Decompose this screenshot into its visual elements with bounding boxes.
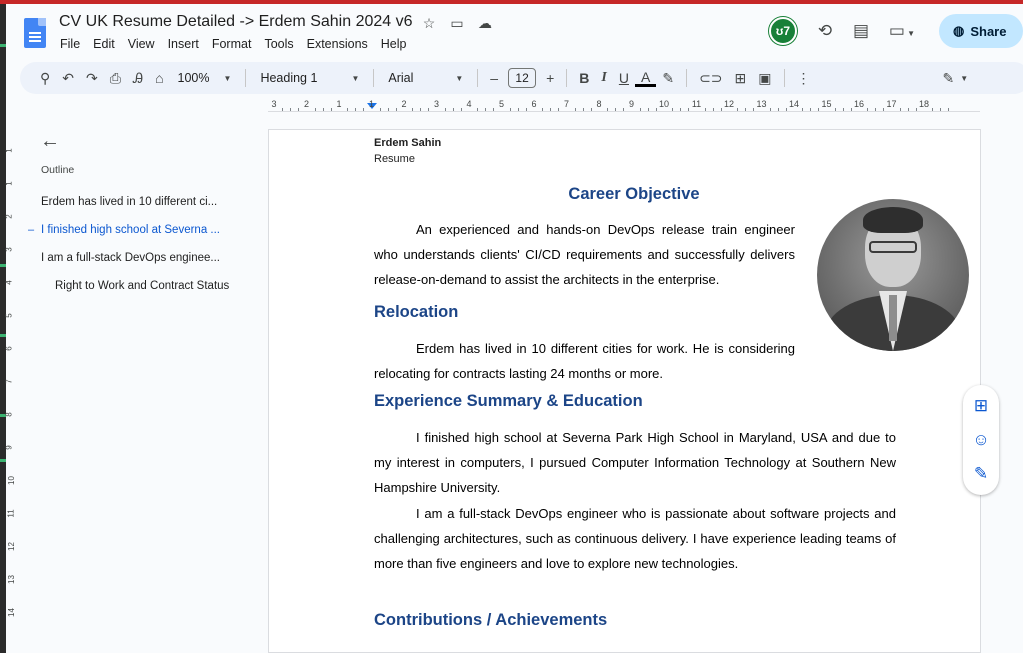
increase-font-size-button[interactable]: + [546,70,555,86]
vertical-ruler-number: 1 [4,181,14,186]
add-comment-icon[interactable]: ⊞ [973,396,989,415]
ruler-number: 6 [531,99,537,109]
experience-text-2: I am a full-stack DevOps engineer who is passionate about software projects and challenging architectures, such as continuous delivery. I have experience leading teams of more than five engineers and love to explore new technologies. [374,506,896,571]
ruler-tick [753,108,754,111]
vertical-ruler-number: 14 [6,608,16,617]
ruler-tick [510,108,511,111]
ruler-tick [282,108,283,111]
ruler-tick [380,108,381,111]
ruler-number: 12 [723,99,735,109]
redo-icon[interactable]: ↷ [86,69,98,86]
add-comment-icon[interactable]: ⊞ [734,69,747,86]
ruler-number: 1 [336,99,342,109]
bold-button[interactable]: B [579,70,590,86]
ruler-tick [818,108,819,111]
ruler-tick [575,108,576,111]
vertical-ruler [6,116,18,653]
star-icon[interactable]: ☆ [422,15,436,31]
ruler-tick [388,108,389,111]
ruler-tick [583,108,584,111]
vertical-ruler-number: 6 [4,346,14,351]
font-size-input[interactable]: 12 [508,68,536,88]
ruler-tick [355,108,356,111]
toolbar-divider [477,69,478,87]
ruler-tick [680,108,681,111]
ruler-tick [526,108,527,111]
ruler-tick [656,108,657,111]
ruler-tick [461,108,462,111]
outline-item-devops[interactable]: I am a full-stack DevOps enginee... [41,252,220,264]
extension-avatar[interactable]: ʊ7 [769,17,797,45]
ruler-tick [640,108,641,111]
ruler-tick [412,108,413,111]
vertical-ruler-number: 3 [4,247,14,252]
ruler-tick [810,108,811,111]
ruler-tick [648,108,649,111]
outline-item-relocation[interactable]: Erdem has lived in 10 different ci... [41,196,218,208]
vertical-ruler-number: 4 [4,280,14,285]
header-name: Erdem Sahin [374,137,442,149]
profile-photo[interactable] [817,199,969,351]
zoom-dropdown[interactable] [170,71,240,85]
docs-logo-icon[interactable] [24,18,46,48]
move-folder-icon[interactable]: ▭ [450,15,464,31]
ruler-tick [786,108,787,111]
relocation-heading: Relocation [374,303,459,321]
menu-help[interactable]: Help [380,37,407,51]
menu-insert[interactable]: Insert [167,37,199,51]
meet-icon[interactable]: ▭ ▼ [888,21,916,40]
ruler-tick [875,108,876,111]
ruler-tick [916,108,917,111]
comments-icon[interactable]: ▤ [852,21,870,40]
ruler-tick [883,108,884,111]
vertical-ruler-number: 7 [4,379,14,384]
ruler-number: 15 [821,99,832,109]
ruler-number: 14 [788,99,800,109]
chevron-down-icon: ▼ [455,73,464,83]
contributions-heading: Contributions / Achievements [374,611,608,629]
ruler-number: 5 [498,99,505,109]
ruler-tick [550,108,551,111]
outline-active-marker: – [28,224,35,236]
ruler-tick [835,108,836,111]
back-arrow-icon[interactable]: ← [40,130,60,152]
ruler-tick [948,108,949,111]
emoji-reaction-icon[interactable]: ☺ [972,430,990,449]
ruler-number: 11 [691,99,702,109]
ruler-tick [688,108,689,111]
ruler-tick [453,108,454,111]
toolbar-divider [784,69,785,87]
ruler-tick [363,108,364,111]
ruler-tick [908,108,909,111]
formatting-toolbar [20,62,1023,94]
ruler-number: 8 [596,99,602,109]
ruler-tick [396,108,397,111]
chevron-down-icon: ▼ [223,73,232,83]
print-icon[interactable]: ⎙ [109,69,121,86]
menu-view[interactable]: View [127,37,155,51]
ruler-tick [713,108,714,111]
ruler-number: 16 [853,99,865,109]
menu-tools[interactable]: Tools [264,37,294,51]
ruler-tick [940,108,941,111]
insert-image-icon[interactable]: ▣ [758,69,772,86]
vertical-ruler-number: 10 [6,476,16,485]
undo-icon[interactable]: ↶ [62,69,74,86]
font-value: Arial [388,71,414,85]
italic-button[interactable]: I [601,70,607,85]
spellcheck-icon[interactable]: Ꭿ [132,69,144,86]
menu-format[interactable]: Format [211,37,252,51]
ruler-tick [770,108,771,111]
ruler-number: 18 [918,99,930,109]
app-header [6,4,1023,60]
ruler-tick [420,108,421,111]
floating-actions [963,385,999,495]
ruler-tick [802,108,803,111]
ruler-tick [428,108,429,111]
cloud-status-icon[interactable]: ☁ [478,15,492,31]
ruler-tick [315,108,316,111]
style-value: Heading 1 [260,71,318,85]
ruler-tick [737,108,738,111]
vertical-ruler-number: 9 [4,445,14,450]
paragraph-style-dropdown[interactable] [252,71,367,85]
ruler-number: 3 [271,99,277,109]
search-menus-icon[interactable]: ⚲ [40,69,51,86]
horizontal-ruler[interactable] [268,98,980,114]
font-dropdown[interactable] [380,71,471,85]
ruler-number: 17 [886,99,897,109]
ruler-tick [298,108,299,111]
ruler-number: 7 [563,99,570,109]
vertical-ruler-number: 11 [6,509,16,518]
ruler-tick [323,108,324,111]
zoom-value: 100% [177,71,210,85]
header-subtitle: Resume [374,153,415,165]
ruler-tick [485,108,486,111]
suggest-edits-icon[interactable]: ✎ [973,464,989,483]
ruler-number: 3 [433,99,440,109]
vertical-ruler-number: 2 [4,214,14,219]
ruler-tick [932,108,933,111]
ruler-tick [477,108,478,111]
ruler-tick [615,108,616,111]
relocation-text: Erdem has lived in 10 different cities for work. He is considering relocating for contracts lasting 24 months or more. [374,341,795,381]
editing-mode-icon[interactable]: ✎ ▼ [942,69,969,86]
title-actions [420,15,494,32]
ruler-tick [900,108,901,111]
underline-button[interactable]: U [618,70,629,86]
paint-format-icon[interactable]: ⌂ [155,70,164,86]
chevron-down-icon: ▼ [351,73,360,83]
ruler-tick [445,108,446,111]
document-title[interactable]: CV UK Resume Detailed -> Erdem Sahin 2024 v6 [59,13,413,30]
ruler-tick [778,108,779,111]
ruler-tick [867,108,868,111]
toolbar-divider [686,69,687,87]
ruler-number: 10 [658,99,670,109]
career-objective-text: An experienced and hands-on DevOps release train engineer who understands clients' CI/CD requirements and successfully delivers release-on-demand to assist the architects in the enterprise. [374,222,795,287]
ruler-tick [745,108,746,111]
highlight-icon[interactable]: ✎ [662,69,675,86]
insert-link-icon[interactable]: ⊂⊃ [699,69,723,86]
vertical-ruler-number: 8 [4,412,14,417]
ruler-number: 9 [628,99,635,109]
ruler-tick [705,108,706,111]
ruler-tick [623,108,624,111]
career-objective-heading: Career Objective [568,185,700,203]
ruler-tick [290,108,291,111]
ruler-tick [558,108,559,111]
ruler-tick [331,108,332,111]
toolbar-divider [566,69,567,87]
ruler-number: 13 [756,99,767,109]
experience-text-1: I finished high school at Severna Park High School in Maryland, USA and due to my interest in computers, I pursued Computer Information Technology at Southern New Hampshire University. [374,430,896,495]
vertical-ruler-number: 13 [6,575,16,584]
ruler-number: 4 [466,99,472,109]
ruler-tick [542,108,543,111]
ruler-tick [591,108,592,111]
toolbar-divider [373,69,374,87]
menu-bar [60,37,407,51]
more-options-icon[interactable]: ⋮ [796,69,811,86]
globe-icon: ◍ [953,23,965,38]
text-color-button[interactable]: A [635,70,656,87]
ruler-tick [851,108,852,111]
ruler-tick [672,108,673,111]
header-right-actions [769,14,1023,48]
share-button[interactable] [939,14,1023,48]
outline-label: Outline [41,164,75,176]
decrease-font-size-button[interactable]: – [490,70,499,86]
outline-sidebar [20,116,260,653]
history-icon[interactable]: ⟲ [817,21,833,40]
outline-item-education[interactable]: I finished high school at Severna ... [41,224,220,236]
toolbar-divider [245,69,246,87]
ruler-baseline [268,111,980,112]
ruler-number: 2 [401,99,407,109]
menu-extensions[interactable]: Extensions [306,37,368,51]
vertical-ruler-number: 1 [4,148,14,153]
ruler-tick [518,108,519,111]
experience-heading: Experience Summary & Education [374,392,643,410]
ruler-number: 2 [303,99,310,109]
ruler-tick [843,108,844,111]
ruler-tick [347,108,348,111]
menu-edit[interactable]: Edit [93,37,115,51]
vertical-ruler-number: 5 [4,313,14,318]
share-label: Share [970,23,1007,39]
ruler-tick [493,108,494,111]
outline-item-right-to-work[interactable]: Right to Work and Contract Status [55,280,230,292]
ruler-tick [607,108,608,111]
ruler-tick [721,108,722,111]
ruler-number: 1 [368,99,375,109]
document-page[interactable] [268,129,981,653]
vertical-ruler-number: 12 [6,542,16,551]
menu-file[interactable]: File [60,37,81,51]
